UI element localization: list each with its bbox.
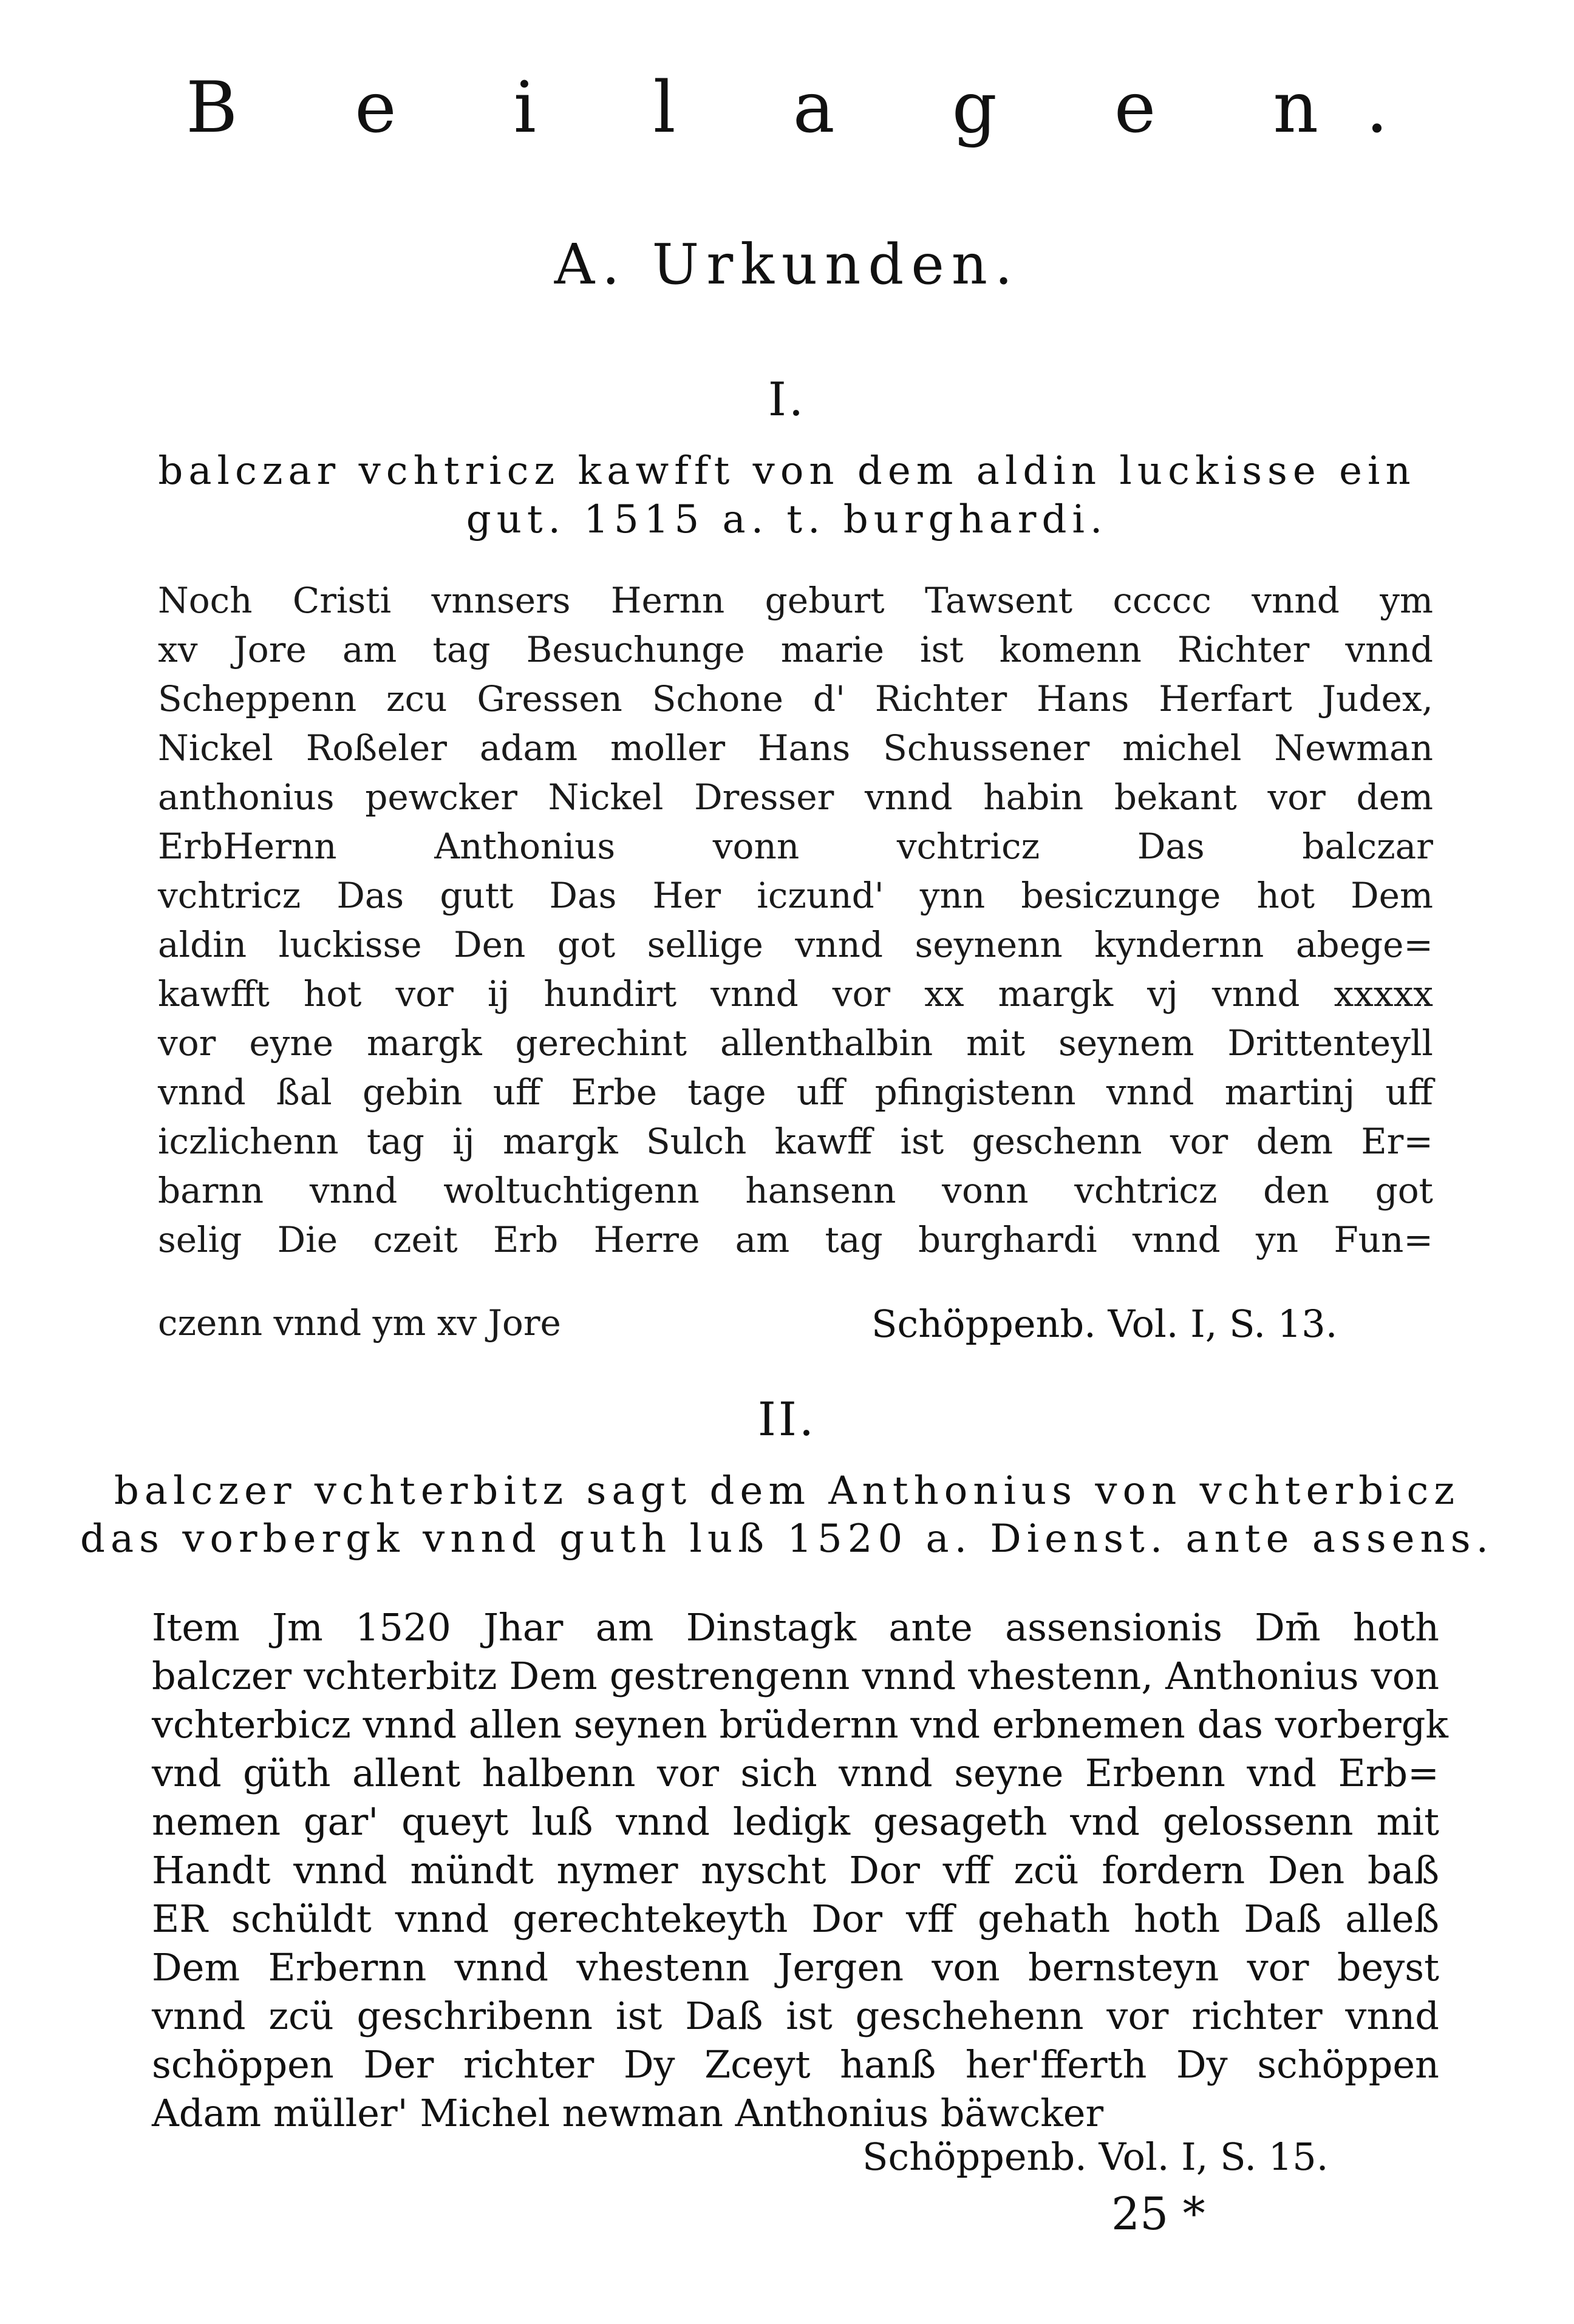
transcription-line: selig Die czeit Erb Herre am tag burghardi vnnd yn Fun= [158, 1219, 1433, 1260]
transcription-line: kawfft hot vor ij hundirt vnnd vor xx margk vj vnnd xxxxx [158, 973, 1433, 1014]
transcription-line: vnnd zcü geschribenn ist Daß ist geschehenn vor richter vnnd [152, 1994, 1439, 2038]
transcription-line: barnn vnnd woltuchtigenn hansenn vonn vchtricz den got [158, 1170, 1433, 1211]
document-heading-line: balczar vchtricz kawfft von dem aldin luckisse ein [158, 449, 1416, 494]
document-heading-line: gut. 1515 a. t. burghardi. [466, 497, 1108, 542]
transcription-line: Item Jm 1520 Jhar am Dinstagk ante assensionis Dm̄ hoth [152, 1605, 1439, 1650]
transcription-line: iczlichenn tag ij margk Sulch kawff ist geschenn vor dem Er= [158, 1121, 1433, 1162]
transcription-line: Nickel Roßeler adam moller Hans Schussener michel Newman [158, 727, 1433, 769]
transcription-line: ErbHernn Anthonius vonn vchtricz Das balczar [158, 826, 1433, 867]
transcription-line: Adam müller' Michel newman Anthonius bäwcker [152, 2091, 1104, 2135]
transcription-line: vchtricz Das gutt Das Her iczund' ynn besiczunge hot Dem [158, 875, 1433, 916]
page-number: 25 * [1111, 2188, 1205, 2240]
transcription-line: Noch Cristi vnnsers Hernn geburt Tawsent ccccc vnnd ym [158, 580, 1433, 621]
transcription-line: vchterbicz vnnd allen seynen brüdernn vnd erbnemen das vorbergk [152, 1702, 1448, 1747]
source-reference: Schöppenb. Vol. I, S. 15. [862, 2135, 1329, 2179]
transcription-line: vnnd ßal gebin uff Erbe tage uff pfingistenn vnnd martinj uff [158, 1072, 1433, 1113]
transcription-line: czenn vnnd ym xv Jore [158, 1302, 561, 1344]
transcription-line: schöppen Der richter Dy Zceyt hanß her'fferth Dy schöppen [152, 2042, 1439, 2087]
transcription-line: Scheppenn zcu Gressen Schone d' Richter Hans Herfart Judex, [158, 678, 1433, 719]
document-number: II. [757, 1392, 817, 1446]
transcription-line: xv Jore am tag Besuchunge marie ist komenn Richter vnnd [158, 629, 1433, 670]
transcription-line: anthonius pewcker Nickel Dresser vnnd habin bekant vor dem [158, 776, 1433, 818]
document-heading-line: das vorbergk vnnd guth luß 1520 a. Dienst. ante assens. [80, 1517, 1494, 1561]
transcription-line: vor eyne margk gerechint allenthalbin mit seynem Drittenteyll [158, 1022, 1433, 1064]
document-heading-line: balczer vchterbitz sagt dem Anthonius von vchterbicz [114, 1469, 1460, 1514]
transcription-line: balczer vchterbitz Dem gestrengenn vnnd vhestenn, Anthonius von [152, 1654, 1439, 1698]
document-number: I. [768, 372, 806, 426]
transcription-line: aldin luckisse Den got sellige vnnd seynenn kyndernn abege= [158, 924, 1433, 965]
source-reference: Schöppenb. Vol. I, S. 13. [871, 1302, 1338, 1346]
transcription-line: Handt vnnd mündt nymer nyscht Dor vff zcü fordern Den baß [152, 1848, 1439, 1892]
transcription-line: vnd güth allent halbenn vor sich vnnd seyne Erbenn vnd Erb= [152, 1751, 1439, 1795]
section-subtitle: A. Urkunden. [554, 232, 1020, 297]
transcription-line: nemen gar' queyt luß vnnd ledigk gesageth vnd gelossenn mit [152, 1799, 1439, 1844]
page-title: B e i l a g e n. [186, 67, 1436, 149]
transcription-line: Dem Erbernn vnnd vhestenn Jergen von bernsteyn vor beyst [152, 1945, 1439, 1989]
transcription-line: ER schüldt vnnd gerechtekeyth Dor vff gehath hoth Daß alleß [152, 1897, 1439, 1941]
